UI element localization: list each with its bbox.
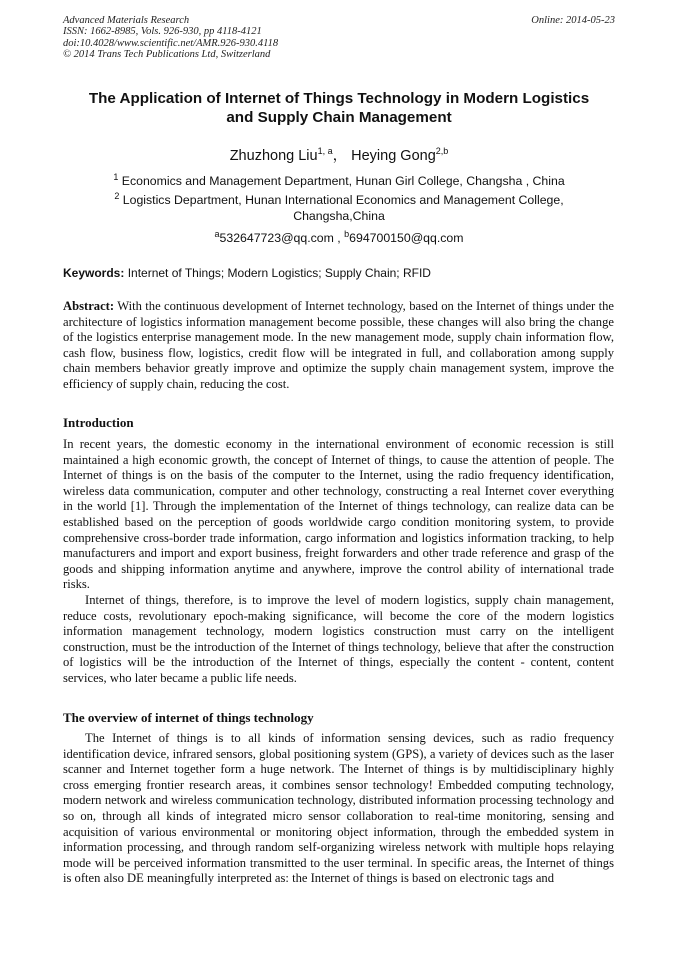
keywords: [63, 266, 623, 281]
title-line-2: and Supply Chain Management: [226, 109, 452, 126]
author-emails: [80, 230, 598, 246]
affiliation-2-sup: 2: [114, 190, 120, 201]
affiliation-2: [80, 192, 598, 224]
journal-name: Advanced Materials Research: [63, 15, 190, 26]
email-a[interactable]: 532647723@qq.com: [219, 231, 334, 245]
author-1-name: Zhuzhong Liu: [229, 148, 318, 164]
overview-body: [63, 731, 614, 887]
intro-paragraph-1: In recent years, the domestic economy in the international environment of economic recession is still maintained a high economic growth, the concept of Internet of things, to cause the attention of people. The Internet of things is on the basis of the computer to the Internet, using the radio frequency identification, wireless data communication, computer and other technology, constructing a real Internet cover everything in the world [1]. Through the implementation of the Internet of things technology, can realize data can be established based on the perception of goods worldwide cargo condition monitoring system, to provide comprehensive cross-border trade information, cargo information and logistics information tracking, to help manufacturers and import and export business, freight forwarders and other trade reference and grasp of the goods and shipping information anytime and anywhere, improve the control ability of international trade risks.: [63, 437, 614, 592]
overview-paragraph-1: The Internet of things is to all kinds of information sensing devices, such as radio frequency identification device, infrared sensors, global positioning system (GPS), a variety of devices such as the laser scanner and Internet together form a huge network. The Internet of things is by multidisciplinary highly cross emerging frontier research areas, it combines sensor technology! Embedded computing technology, modern network and wireless communication technology, distributed information processing technology and so on, through all kinds of integrated micro sensor collaboration to real-time monitoring, sensing and acquisition of various environmental or monitoring object information, through the embedded system in information processing, and through random self-organizing wireless network with multiple hops relaying mode will be perceived information transmitted to the user terminal. In specific areas, the Internet of things is often also DE meaningfully interpreted as: the Internet of things is based on electronic tags and: [63, 731, 614, 886]
affiliation-1-sup: 1: [113, 171, 119, 182]
author-list: [0, 147, 678, 165]
journal-header: [63, 15, 615, 60]
abstract-label: Abstract:: [63, 299, 115, 313]
paper-title: [40, 89, 638, 127]
email-a-sup: a: [214, 228, 220, 239]
author-2-sup: 2,b: [435, 146, 449, 157]
doi-line[interactable]: doi:10.4028/www.scientific.net/AMR.926-930.4118: [63, 37, 279, 49]
issn-line: ISSN: 1662-8985, Vols. 926-930, pp 4118-4121: [63, 26, 262, 38]
intro-paragraph-2: Internet of things, therefore, is to improve the level of modern logistics, supply chain management, reduce costs, revolutionary epoch-making significance, will become the core of the modern logistics information management technology, modern logistics construction must carry on the intelligent construction, must be the introduction of the Internet of things technology, believe that after the construction of logistics will be the introduction of the Internet of things, especially the content - content, content services, who later became a public life needs.: [63, 592, 614, 685]
copyright-line: © 2014 Trans Tech Publications Ltd, Switzerland: [63, 48, 271, 60]
keywords-label: Keywords:: [63, 266, 125, 280]
keywords-text: Internet of Things; Modern Logistics; Supply Chain; RFID: [124, 266, 431, 280]
author-1-sup: 1, a: [317, 146, 333, 157]
online-date: Online: 2014-05-23: [531, 15, 615, 26]
affiliation-1-text: Economics and Management Department, Hunan Girl College, Changsha , China: [121, 174, 565, 188]
affiliation-2-line-2: Changsha,China: [293, 209, 385, 223]
author-2-name: Heying Gong: [351, 148, 436, 164]
email-separator: ,: [333, 231, 345, 245]
abstract-text: With the continuous development of Internet technology, based on the Internet of things under the architecture of logistics information management become possible, these changes will also bring the change of the logistics enterprise management mode. In the new management mode, supply chain information flow, cash flow, business flow, logistics, credit flow will be integrated in full, and collaboration among supply chain members behavior greatly improve and optimize the supply chain management system, improve the efficiency of supply chain, reducing the cost.: [63, 299, 614, 391]
email-b-sup: b: [344, 228, 350, 239]
author-separator: ，: [332, 148, 348, 164]
affiliation-2-line-1: Logistics Department, Hunan International Economics and Management College,: [122, 193, 564, 207]
email-b[interactable]: 694700150@qq.com: [349, 231, 464, 245]
section-heading-introduction: Introduction: [63, 415, 134, 430]
title-line-1: The Application of Internet of Things Technology in Modern Logistics: [88, 90, 590, 107]
introduction-body: [63, 437, 614, 687]
affiliation-1: [80, 173, 598, 189]
abstract: [63, 299, 614, 393]
section-heading-overview: The overview of internet of things technology: [63, 710, 314, 725]
